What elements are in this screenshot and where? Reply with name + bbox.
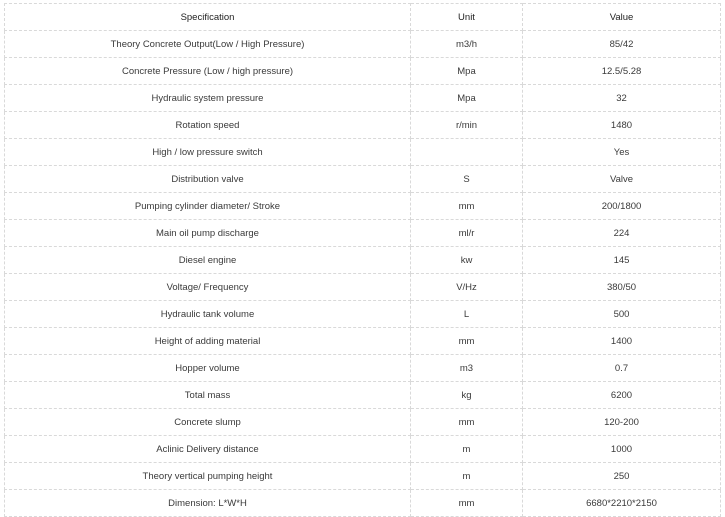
table-row — [5, 166, 721, 193]
spec-cell: Main oil pump discharge — [5, 220, 411, 247]
unit-cell: mm — [411, 409, 523, 436]
unit-cell: kw — [411, 247, 523, 274]
spec-cell: Height of adding material — [5, 328, 411, 355]
value-cell: 500 — [523, 301, 721, 328]
spec-cell: Hydraulic system pressure — [5, 85, 411, 112]
spec-cell: Concrete slump — [5, 409, 411, 436]
unit-cell — [411, 139, 523, 166]
table-row — [5, 85, 721, 112]
spec-cell: Theory Concrete Output(Low / High Pressure) — [5, 31, 411, 58]
spec-cell: Pumping cylinder diameter/ Stroke — [5, 193, 411, 220]
table-row — [5, 382, 721, 409]
value-cell: 0.7 — [523, 355, 721, 382]
table-row — [5, 355, 721, 382]
unit-cell: m3/h — [411, 31, 523, 58]
unit-cell: mm — [411, 490, 523, 517]
table-row — [5, 436, 721, 463]
table-row — [5, 58, 721, 85]
spec-cell: Aclinic Delivery distance — [5, 436, 411, 463]
value-cell: 32 — [523, 85, 721, 112]
value-cell: 12.5/5.28 — [523, 58, 721, 85]
value-cell: 1000 — [523, 436, 721, 463]
spec-cell: Distribution valve — [5, 166, 411, 193]
unit-cell: V/Hz — [411, 274, 523, 301]
spec-cell: Rotation speed — [5, 112, 411, 139]
value-cell: 1400 — [523, 328, 721, 355]
unit-cell: m — [411, 463, 523, 490]
spec-cell: Theory vertical pumping height — [5, 463, 411, 490]
table-row — [5, 301, 721, 328]
table-row — [5, 31, 721, 58]
table-row — [5, 328, 721, 355]
unit-cell: m3 — [411, 355, 523, 382]
header-specification: Specification — [5, 4, 411, 31]
value-cell: 200/1800 — [523, 193, 721, 220]
table-row — [5, 409, 721, 436]
value-cell: 145 — [523, 247, 721, 274]
unit-cell: Mpa — [411, 58, 523, 85]
table-body — [5, 31, 721, 517]
spec-cell: Total mass — [5, 382, 411, 409]
table-row — [5, 490, 721, 517]
unit-cell: Mpa — [411, 85, 523, 112]
specification-table — [4, 3, 721, 517]
value-cell: Yes — [523, 139, 721, 166]
spec-cell: Voltage/ Frequency — [5, 274, 411, 301]
table-row — [5, 463, 721, 490]
value-cell: 6680*2210*2150 — [523, 490, 721, 517]
spec-cell: Dimension: L*W*H — [5, 490, 411, 517]
value-cell: 6200 — [523, 382, 721, 409]
unit-cell: mm — [411, 328, 523, 355]
header-unit: Unit — [411, 4, 523, 31]
unit-cell: m — [411, 436, 523, 463]
header-row — [5, 4, 721, 31]
value-cell: 224 — [523, 220, 721, 247]
spec-cell: Diesel engine — [5, 247, 411, 274]
value-cell: 250 — [523, 463, 721, 490]
table-row — [5, 139, 721, 166]
table-row — [5, 220, 721, 247]
value-cell: 380/50 — [523, 274, 721, 301]
unit-cell: kg — [411, 382, 523, 409]
value-cell: 1480 — [523, 112, 721, 139]
value-cell: 85/42 — [523, 31, 721, 58]
table-row — [5, 112, 721, 139]
spec-cell: Hydraulic tank volume — [5, 301, 411, 328]
spec-cell: Concrete Pressure (Low / high pressure) — [5, 58, 411, 85]
unit-cell: L — [411, 301, 523, 328]
spec-cell: High / low pressure switch — [5, 139, 411, 166]
table-row — [5, 247, 721, 274]
spec-table-container — [4, 3, 720, 517]
unit-cell: r/min — [411, 112, 523, 139]
unit-cell: S — [411, 166, 523, 193]
value-cell: Valve — [523, 166, 721, 193]
unit-cell: ml/r — [411, 220, 523, 247]
unit-cell: mm — [411, 193, 523, 220]
table-row — [5, 193, 721, 220]
spec-cell: Hopper volume — [5, 355, 411, 382]
table-row — [5, 274, 721, 301]
value-cell: 120-200 — [523, 409, 721, 436]
table-header — [5, 4, 721, 31]
header-value: Value — [523, 4, 721, 31]
